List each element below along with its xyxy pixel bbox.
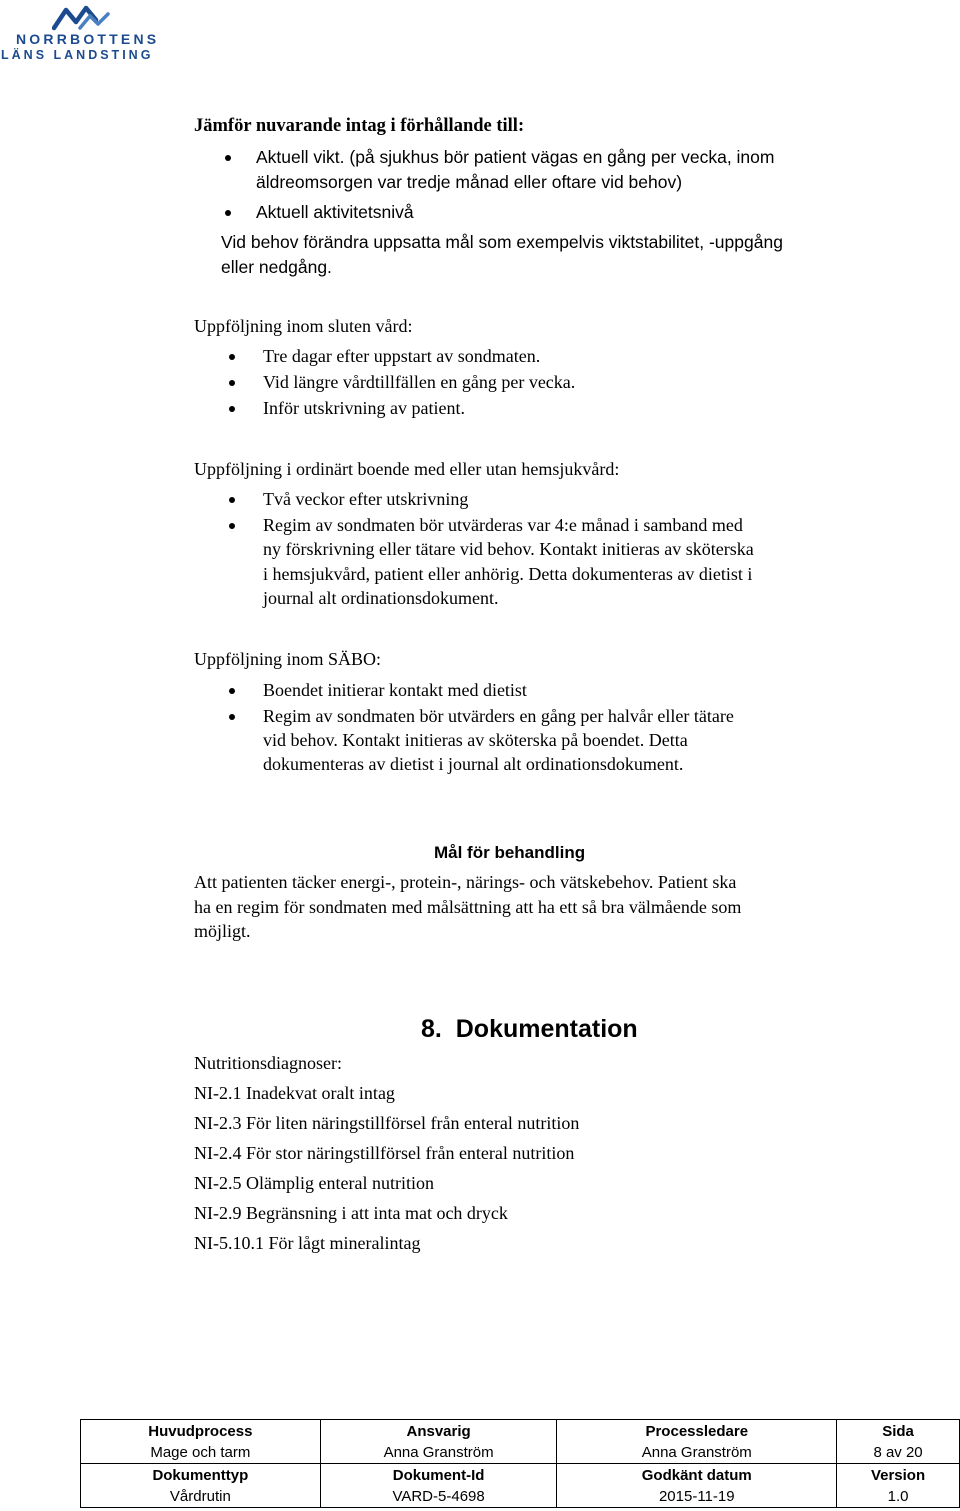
footer-value: Mage och tarm — [150, 1444, 251, 1461]
bullet-icon — [229, 380, 235, 386]
closed-care-heading: Uppföljning inom sluten vård: — [194, 316, 413, 336]
footer-label: Ansvarig — [406, 1423, 471, 1440]
compare-item-activity: Aktuell aktivitetsnivå — [256, 202, 414, 222]
footer-value: Vårdrutin — [169, 1488, 231, 1505]
bullet-icon — [229, 406, 235, 412]
bullet-icon — [225, 210, 231, 216]
footer-cell-sida — [837, 1420, 960, 1464]
footer-cell-version — [837, 1464, 960, 1508]
home-care-item: Två veckor efter utskrivning — [263, 489, 469, 509]
bullet-icon — [229, 714, 235, 720]
diagnosis-item: NI-2.4 För stor näringstillförsel från enteral nutrition — [194, 1143, 575, 1163]
bullet-icon — [229, 497, 235, 503]
logo-text-line2: LÄNS LANDSTING — [1, 48, 154, 62]
footer-cell-godkant-datum — [557, 1464, 837, 1508]
home-care-item-line: Regim av sondmaten bör utvärderas var 4:e månad i samband med — [263, 515, 743, 535]
organization-logo — [0, 0, 170, 70]
bullet-icon — [229, 354, 235, 360]
compare-heading: Jämför nuvarande intag i förhållande till: — [194, 116, 525, 136]
footer-value: Anna Granström — [641, 1444, 752, 1461]
footer-cell-dokument-id — [320, 1464, 557, 1508]
home-care-item-line: journal alt ordinationsdokument. — [263, 588, 499, 608]
diagnosis-item: NI-2.1 Inadekvat oralt intag — [194, 1083, 395, 1103]
bullet-icon — [229, 523, 235, 529]
sabo-item-line: Regim av sondmaten bör utvärders en gång per halvår eller tätare — [263, 706, 734, 726]
closed-care-item: Tre dagar efter uppstart av sondmaten. — [263, 346, 541, 366]
compare-item-weight-line1: Aktuell vikt. (på sjukhus bör patient vägas en gång per vecka, inom — [256, 147, 775, 167]
bullet-icon — [229, 688, 235, 694]
document-footer-table — [80, 1419, 960, 1508]
footer-label: Version — [870, 1467, 926, 1484]
footer-row — [81, 1420, 960, 1464]
goal-text-line: möjligt. — [194, 921, 251, 941]
documentation-heading: 8. Dokumentation — [421, 1015, 638, 1043]
logo-text-line1: NORRBOTTENS — [16, 31, 160, 47]
footer-cell-processledare — [557, 1420, 837, 1464]
home-care-heading: Uppföljning i ordinärt boende med eller utan hemsjukvård: — [194, 459, 620, 479]
footer-value: 2015-11-19 — [658, 1488, 735, 1505]
footer-label: Godkänt datum — [641, 1467, 752, 1484]
footer-cell-dokumenttyp — [81, 1464, 321, 1508]
footer-label: Huvudprocess — [148, 1423, 253, 1440]
sabo-heading: Uppföljning inom SÄBO: — [194, 649, 382, 669]
sabo-item-line: vid behov. Kontakt initieras av sköterska på boendet. Detta — [263, 730, 688, 750]
diagnosis-item: NI-2.3 För liten näringstillförsel från enteral nutrition — [194, 1113, 580, 1133]
bullet-icon — [225, 155, 231, 161]
footer-value: VARD-5-4698 — [392, 1488, 485, 1505]
logo-mark-icon — [52, 2, 112, 32]
sabo-item-line: dokumenteras av dietist i journal alt ordinationsdokument. — [263, 754, 684, 774]
closed-care-item: Vid längre vårdtillfällen en gång per vecka. — [263, 372, 576, 392]
footer-label: Processledare — [645, 1423, 749, 1440]
compare-note-line1: Vid behov förändra uppsatta mål som exempelvis viktstabilitet, -uppgång — [221, 232, 783, 252]
goal-heading: Mål för behandling — [434, 843, 586, 862]
diagnosis-item: NI-2.9 Begränsning i att inta mat och dryck — [194, 1203, 508, 1223]
home-care-item-line: i hemsjukvård, patient eller anhörig. Detta dokumenteras av dietist i — [263, 564, 753, 584]
closed-care-item: Inför utskrivning av patient. — [263, 398, 465, 418]
sabo-item: Boendet initierar kontakt med dietist — [263, 680, 527, 700]
footer-value: 8 av 20 — [873, 1444, 923, 1461]
home-care-item-line: ny förskrivning eller tätare vid behov. Kontakt initieras av sköterska — [263, 539, 754, 559]
diagnosis-item: NI-2.5 Olämplig enteral nutrition — [194, 1173, 434, 1193]
goal-text-line: ha en regim för sondmaten med målsättning att ha ett så bra välmående som — [194, 897, 742, 917]
goal-text-line: Att patienten täcker energi-, protein-, närings- och vätskebehov. Patient ska — [194, 872, 737, 892]
footer-row — [81, 1464, 960, 1508]
footer-cell-ansvarig — [320, 1420, 557, 1464]
footer-label: Dokumenttyp — [152, 1467, 249, 1484]
footer-value: 1.0 — [887, 1488, 909, 1505]
diagnosis-item: NI-5.10.1 För lågt mineralintag — [194, 1233, 421, 1253]
compare-note-line2: eller nedgång. — [221, 257, 332, 277]
footer-value: Anna Granström — [383, 1444, 494, 1461]
compare-item-weight-line2: äldreomsorgen var tredje månad eller oftare vid behov) — [256, 172, 683, 192]
footer-label: Sida — [882, 1423, 914, 1440]
footer-label: Dokument-Id — [392, 1467, 485, 1484]
diagnoses-label: Nutritionsdiagnoser: — [194, 1053, 342, 1073]
footer-cell-huvudprocess — [81, 1420, 321, 1464]
